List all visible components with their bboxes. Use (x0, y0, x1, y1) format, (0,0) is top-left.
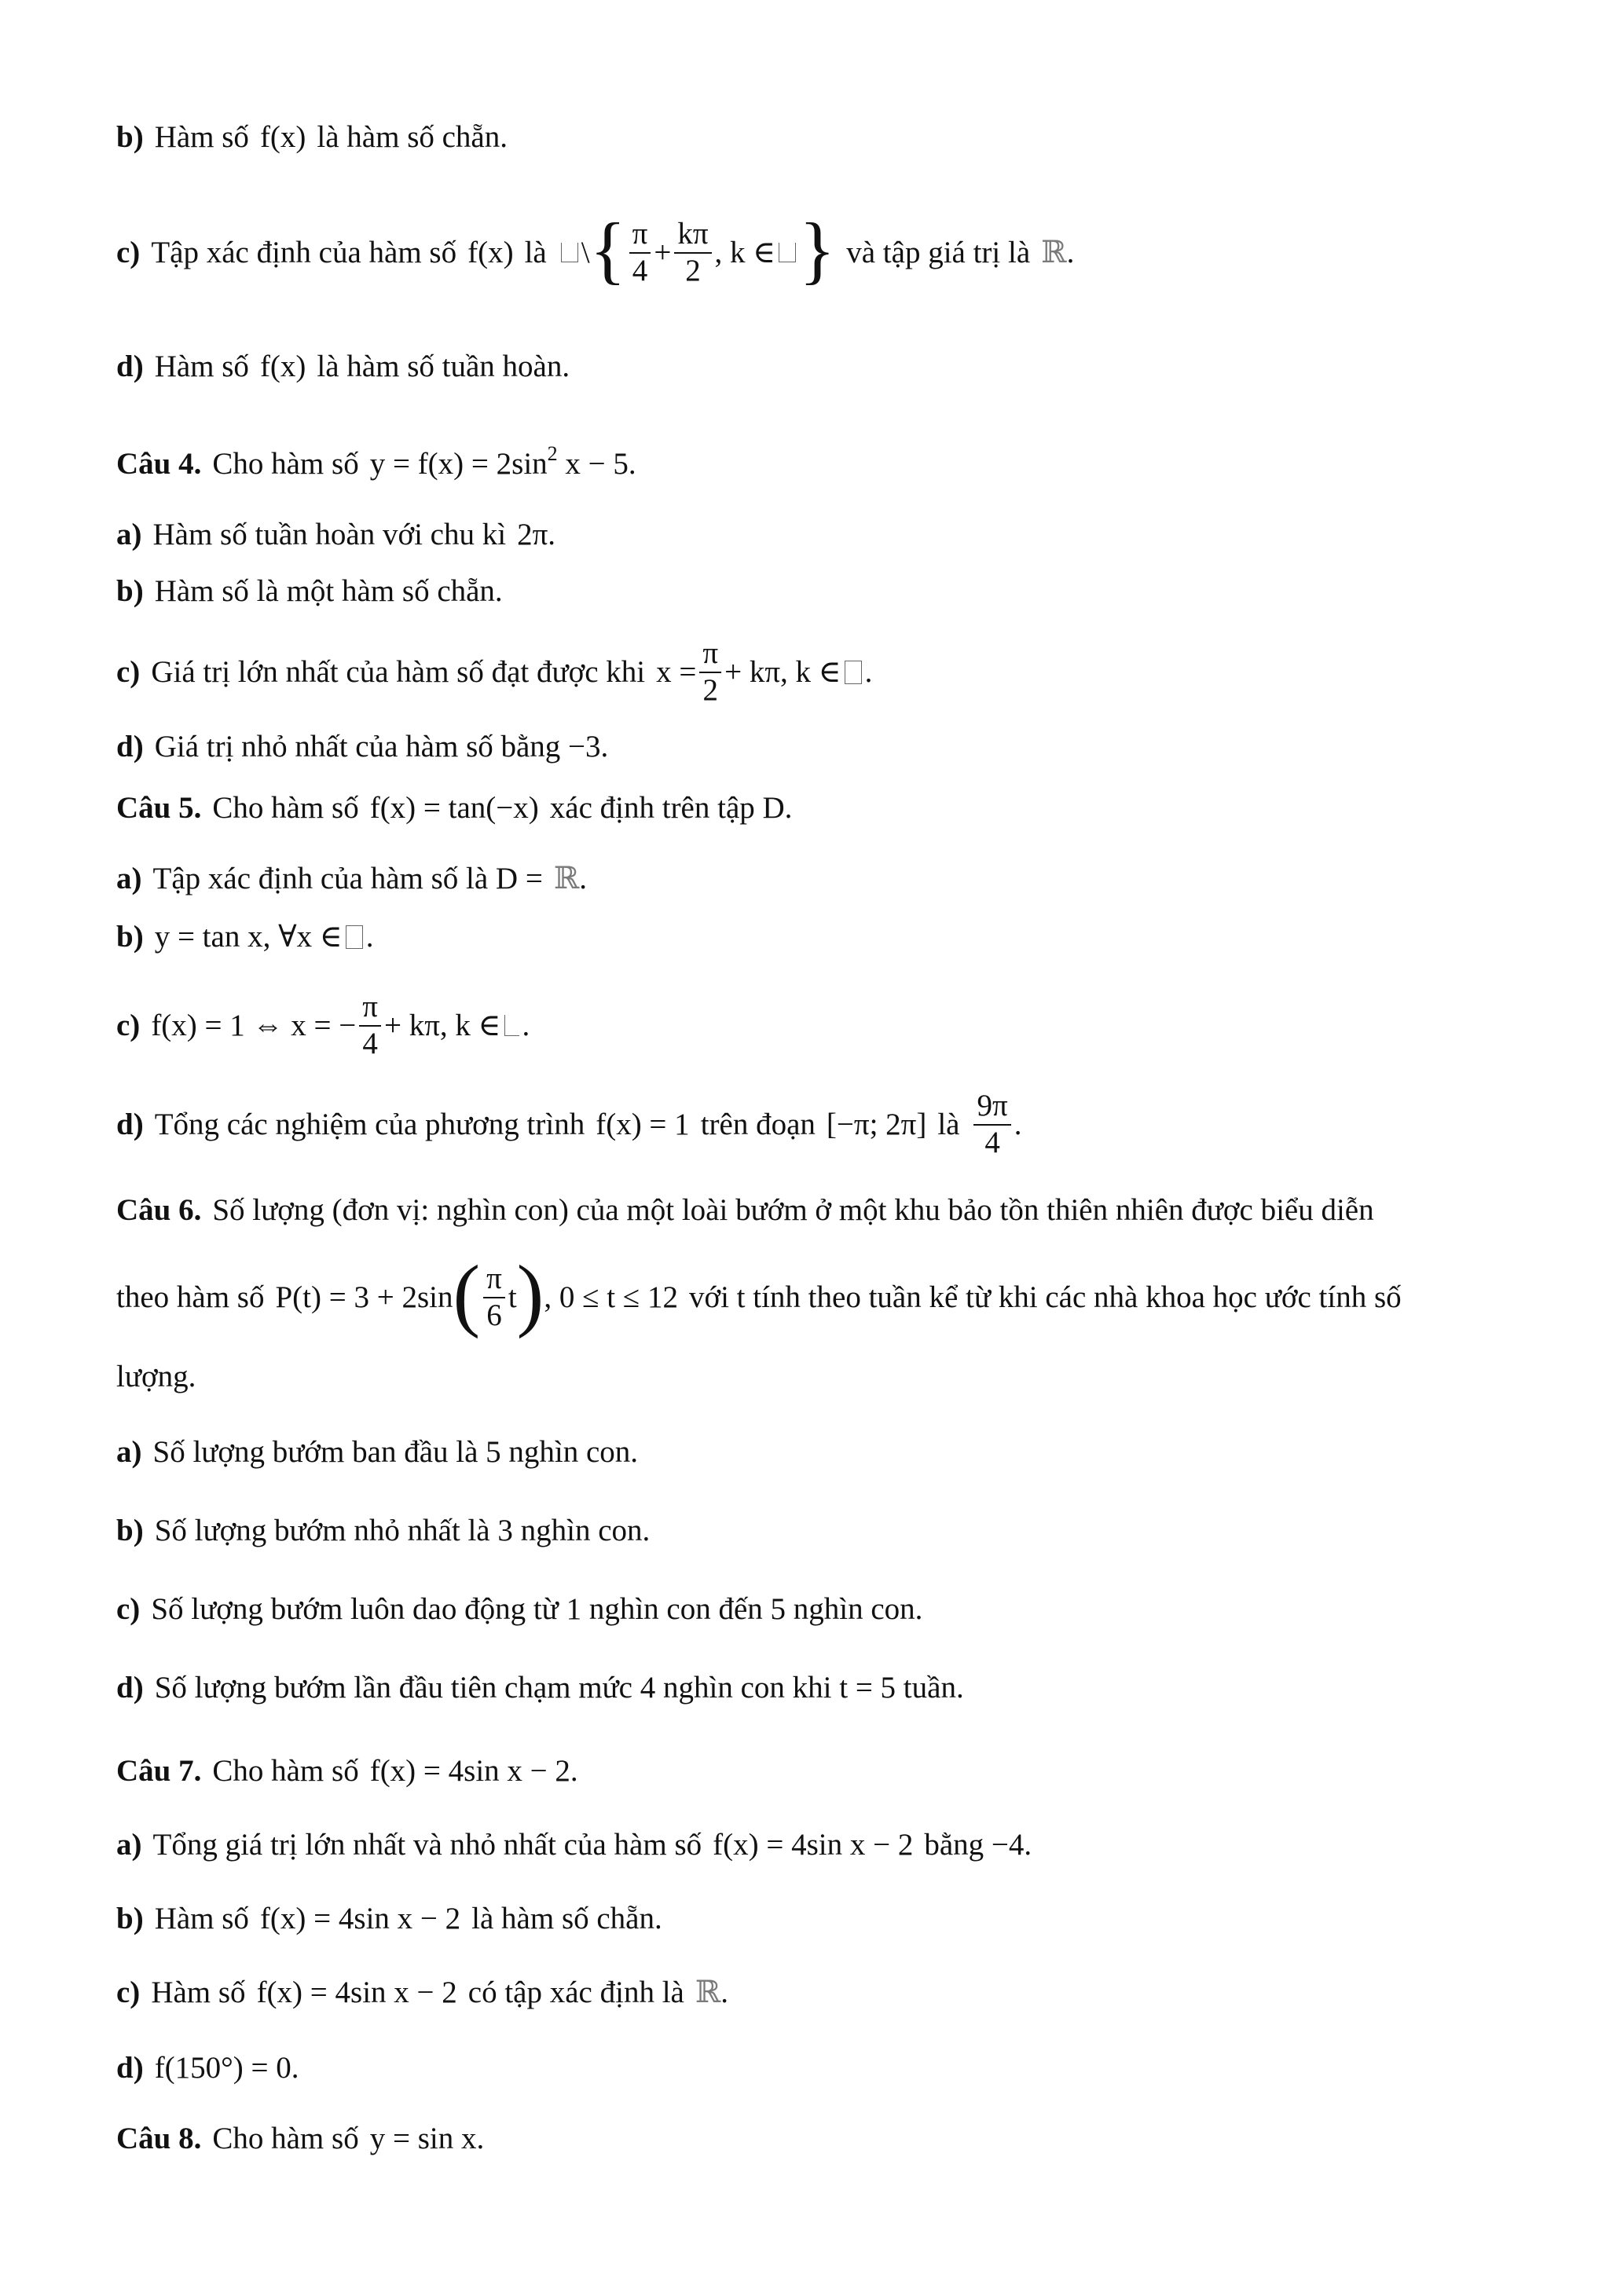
option-text: Hàm số (154, 350, 249, 383)
option-text: Hàm số (154, 1902, 249, 1935)
math-expression: f(x) = 4sin x − 2 (369, 1754, 570, 1788)
q7-option-c (116, 1975, 1514, 2012)
q5-option-a (116, 861, 1514, 898)
fraction (674, 218, 711, 287)
fraction (699, 638, 721, 707)
option-label: c) (116, 654, 141, 689)
math-expression: f(150°) = 0 (154, 2051, 291, 2085)
q6-option-c (116, 1591, 1514, 1628)
period: . (291, 2051, 299, 2085)
math-expression: + kπ, k ∈ (724, 654, 841, 689)
fraction-denominator: 2 (685, 253, 701, 287)
interval: [−π; 2π] (826, 1107, 927, 1141)
q5-question (116, 790, 1514, 827)
fraction-denominator: 2 (702, 672, 718, 707)
real-numbers-symbol: ℝ (695, 1976, 721, 2009)
missing-glyph-icon (845, 661, 862, 684)
superscript: 2 (547, 441, 558, 465)
q7-option-b (116, 1901, 1514, 1938)
option-label: d) (116, 1671, 144, 1705)
period: . (1014, 1107, 1022, 1141)
question-title: Câu 5. (116, 791, 202, 825)
math-expression: f(x) = 4sin x − 2 (256, 1976, 457, 2009)
q3-option-b (116, 119, 1514, 156)
math-fx: f(x) (259, 120, 306, 154)
option-label: b) (116, 120, 144, 154)
period: . (365, 920, 374, 954)
real-numbers-symbol: ℝ (553, 862, 580, 895)
period: . (522, 1008, 530, 1042)
option-text: Hàm số tuần hoàn với chu kì (152, 518, 507, 551)
option-text: là (937, 1107, 960, 1141)
option-text: Số lượng bướm luôn dao động từ 1 nghìn con đến 5 nghìn con. (151, 1592, 923, 1626)
math-expression: y = f(x) = 2sin (369, 447, 548, 481)
math-expression: f(x) = 4sin x − 2 (259, 1902, 461, 1935)
period: . (628, 447, 636, 481)
math-variable: t (508, 1280, 517, 1314)
period: . (1066, 235, 1075, 269)
option-label: b) (116, 1902, 144, 1935)
fraction-denominator: 4 (984, 1125, 1000, 1159)
question-text: với t tính theo tuần kể từ khi các nhà khoa học ước tính số (688, 1280, 1402, 1314)
real-numbers-symbol: ℝ (1041, 235, 1067, 269)
q4-option-c (116, 638, 1514, 707)
q3-option-c (116, 207, 1514, 291)
question-text: Cho hàm số (212, 1754, 359, 1788)
question-text: Cho hàm số (212, 447, 359, 481)
q6-question (116, 1192, 1514, 1229)
setminus-symbol: \ (581, 235, 590, 269)
q6-option-d (116, 1670, 1514, 1707)
option-text: Số lượng bướm nhỏ nhất là 3 nghìn con. (154, 1514, 651, 1547)
left-paren-icon: ( (453, 1249, 481, 1340)
option-label: d) (116, 1107, 144, 1141)
question-text: Số lượng (đơn vị: nghìn con) của một loài bướm ở một khu bảo tồn thiên nhiên được biểu diễn (212, 1193, 1374, 1227)
plus-symbol: + (654, 235, 672, 269)
right-brace-icon: } (799, 207, 836, 291)
q6-question-line3 (116, 1359, 1514, 1396)
q4-option-a (116, 517, 1514, 554)
math-expression: f(x) = tan(−x) (369, 791, 539, 825)
option-label: a) (116, 862, 142, 895)
math-expression: x = (656, 654, 697, 689)
math-expression: f(x) = 4sin x − 2 (713, 1828, 914, 1862)
fraction (973, 1090, 1010, 1159)
question-text: theo hàm số (116, 1280, 265, 1314)
option-label: d) (116, 2051, 144, 2085)
option-label: b) (116, 920, 144, 954)
option-label: d) (116, 730, 144, 764)
option-text: Hàm số là một hàm số chẵn. (154, 574, 503, 608)
option-label: a) (116, 1435, 142, 1469)
option-text: Tổng các nghiệm của phương trình (154, 1107, 585, 1141)
option-text: Hàm số (151, 1976, 246, 2009)
option-text: là hàm số chẵn. (317, 120, 508, 154)
math-expression: , 0 ≤ t ≤ 12 (544, 1280, 678, 1314)
math-expression: 2π (517, 518, 548, 551)
missing-glyph-icon (346, 925, 363, 949)
fraction-numerator: π (629, 218, 651, 254)
option-text: là hàm số chẵn. (471, 1902, 662, 1935)
fraction-numerator: π (483, 1263, 505, 1298)
fraction-numerator: 9π (973, 1090, 1010, 1126)
question-title: Câu 7. (116, 1754, 202, 1788)
option-text: bằng −4. (924, 1828, 1032, 1862)
left-brace-icon: { (589, 207, 626, 291)
period: . (548, 518, 556, 551)
question-text: xác định trên tập D. (549, 791, 793, 825)
option-text: Tổng giá trị lớn nhất và nhỏ nhất của hàm số (152, 1828, 702, 1862)
option-text: Giá trị lớn nhất của hàm số đạt được khi (151, 654, 646, 689)
option-text: và tập giá trị là (846, 235, 1031, 269)
q5-option-b (116, 919, 1514, 956)
q4-option-b (116, 573, 1514, 610)
fraction-numerator: π (699, 638, 721, 673)
period: . (476, 2122, 485, 2155)
option-text: Số lượng bướm lần đầu tiên chạm mức 4 nghìn con khi t = 5 tuần. (154, 1671, 964, 1705)
math-expression: y = sin x (369, 2122, 477, 2155)
math-expression: f(x) = 1 (596, 1107, 690, 1141)
math-fx: f(x) (467, 235, 514, 269)
fraction (629, 218, 651, 287)
fraction-denominator: 4 (632, 253, 648, 287)
q7-option-d (116, 2050, 1514, 2087)
option-label: a) (116, 1828, 142, 1862)
option-label: c) (116, 1008, 141, 1042)
question-text: lượng. (116, 1360, 196, 1393)
fraction-numerator: kπ (674, 218, 711, 254)
option-label: a) (116, 518, 142, 551)
option-label: d) (116, 350, 144, 383)
question-title: Câu 4. (116, 447, 202, 481)
q8-question (116, 2121, 1514, 2158)
period: . (864, 654, 873, 689)
math-expression: + kπ, k ∈ (383, 1008, 501, 1042)
q5-option-d (116, 1090, 1514, 1159)
fraction-denominator: 4 (362, 1026, 378, 1060)
q7-option-a (116, 1827, 1514, 1864)
math-text: , k ∈ (714, 235, 776, 269)
missing-glyph-icon (779, 243, 796, 262)
option-label: c) (116, 1592, 141, 1626)
q6-question-line2 (116, 1249, 1514, 1340)
math-expression: P(t) = 3 + 2sin (275, 1280, 453, 1314)
option-label: c) (116, 1976, 141, 2009)
option-text: Số lượng bướm ban đầu là 5 nghìn con. (152, 1435, 639, 1469)
question-title: Câu 6. (116, 1193, 202, 1227)
option-text: có tập xác định là (467, 1976, 684, 2009)
option-text: Tập xác định của hàm số (151, 235, 457, 269)
missing-glyph-icon (504, 1015, 519, 1036)
math-expression: y = tan x, ∀x ∈ (154, 920, 343, 954)
option-text: là hàm số tuần hoàn. (317, 350, 570, 383)
option-text: Tập xác định của hàm số là D = (152, 862, 543, 895)
question-title: Câu 8. (116, 2122, 202, 2155)
option-label: b) (116, 574, 144, 608)
fraction (359, 991, 381, 1060)
q6-option-a (116, 1434, 1514, 1471)
q7-question (116, 1753, 1514, 1790)
math-expression: f(x) = 1 ⇔ x = − (151, 1008, 357, 1042)
right-paren-icon: ) (516, 1249, 544, 1340)
question-text: Cho hàm số (212, 791, 359, 825)
fraction-numerator: π (359, 991, 381, 1027)
q4-question (116, 441, 1514, 483)
q4-option-d (116, 729, 1514, 766)
option-text: trên đoạn (700, 1107, 816, 1141)
option-label: c) (116, 235, 141, 269)
math-expression: x − 5 (557, 447, 629, 481)
missing-glyph-icon (561, 243, 578, 262)
option-label: b) (116, 1514, 144, 1547)
q5-option-c (116, 991, 1514, 1060)
fraction (483, 1263, 505, 1332)
question-text: Cho hàm số (212, 2122, 359, 2155)
option-text: Hàm số (154, 120, 249, 154)
period: . (570, 1754, 578, 1788)
period: . (579, 862, 588, 895)
option-text: Giá trị nhỏ nhất của hàm số bằng −3. (154, 730, 609, 764)
fraction-denominator: 6 (486, 1298, 502, 1332)
q3-option-d (116, 349, 1514, 386)
period: . (720, 1976, 729, 2009)
q6-option-b (116, 1513, 1514, 1550)
math-fx: f(x) (259, 350, 306, 383)
option-text: là (524, 235, 547, 269)
